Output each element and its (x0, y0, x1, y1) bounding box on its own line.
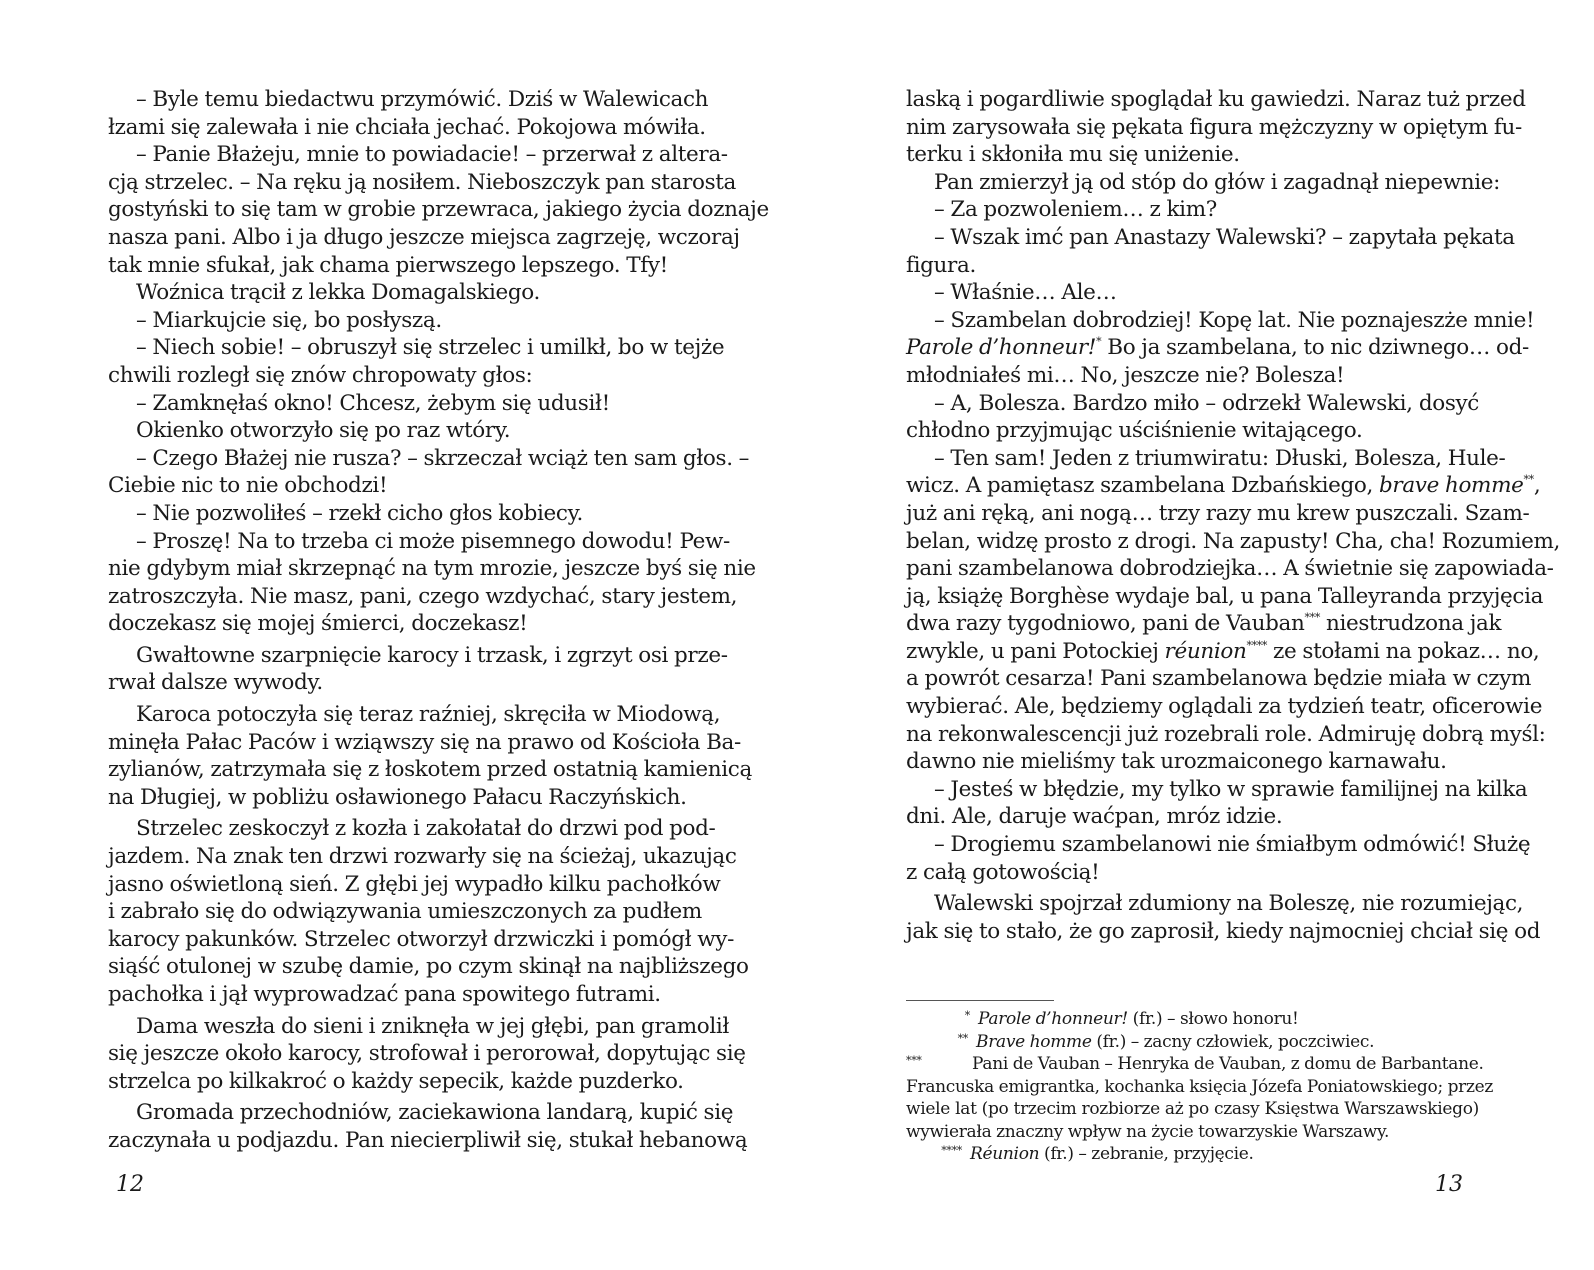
line-text: minęła Pałac Paców i wziąwszy się na prawo od Kościoła Ba- (108, 729, 741, 755)
text-line (906, 279, 1479, 307)
footnote-marker: *** (1304, 611, 1320, 625)
text-line (906, 169, 1501, 197)
line-text: rwał dalsze wywody. (108, 670, 323, 696)
footnote-marker: ** (1523, 473, 1534, 487)
footnote-text: (fr.) – słowo honoru! (1127, 1009, 1299, 1029)
footnote-term: Parole d’honneur! (978, 1009, 1128, 1029)
footnote-text: (fr.) – zacny człowiek, poczciwiec. (1091, 1031, 1375, 1052)
text-line (906, 555, 1554, 583)
line-text: – Właśnie… Ale… (934, 280, 1117, 306)
line-text: tak mnie sfukał, jak chama pierwszego lepszego. Tfy! (108, 252, 668, 278)
line-text: – Byle temu biedactwu przymówić. Dziś w Walewicach (136, 87, 709, 112)
line-text: belan, widzę prosto z drogi. Na zapusty! Cha, cha! Rozumiem, (906, 528, 1561, 554)
line-text: Ciebie nic to nie obchodzi! (108, 473, 388, 499)
text-line (108, 583, 738, 611)
text-line (906, 196, 1479, 224)
text-line (108, 334, 725, 362)
footnote-line: * Parole d’honneur! (fr.) – słowo honoru! (964, 1009, 1299, 1029)
text-line (906, 390, 1479, 418)
italic-phrase: Parole d’honneur! (906, 335, 1097, 361)
line-text: – Za pozwoleniem… z kim? (934, 197, 1217, 223)
line-text: a powrót cesarza! Pani szambelanowa będzie miała w czym (906, 666, 1532, 692)
line-text: nie gdybym miał skrzepnąć na tym mrozie, jeszcze byś się nie (108, 556, 756, 582)
line-text: młodniałeś mi… No, jeszcze nie? Bolesza! (906, 362, 1345, 388)
right-page (797, 0, 1594, 1270)
line-text: Okienko otworzyło się po raz wtóry. (136, 418, 511, 444)
footnote-text: (fr.) – zebranie, przyjęcie. (1039, 1144, 1254, 1164)
text-line (906, 472, 1541, 500)
line-text: chłodno przyjmując uściśnienie witającego. (906, 418, 1363, 444)
text-line (906, 638, 1540, 666)
line-text: jasno oświetloną sień. Z głębi jej wypadło kilku pachołków (108, 871, 721, 897)
text-line (108, 528, 730, 556)
footnote-line: wiele lat (po trzecim rozbiorze aż po czasy Księstwa Warszawskiego) (906, 1099, 1479, 1119)
line-text: na rekonwalescencji już rozebrali role. Admiruję dobrą myśl: (906, 721, 1546, 747)
line-text: strzelca po kilkakroć o każdy sepecik, każde puzderko. (108, 1068, 684, 1094)
text-line (108, 871, 721, 899)
footnote-line: Francuska emigrantka, kochanka księcia Józefa Poniatowskiego; przez (906, 1076, 1494, 1097)
text-line (108, 784, 686, 812)
text-line (108, 843, 737, 871)
text-line (906, 776, 1528, 804)
text-line (108, 86, 709, 114)
text-line (108, 981, 686, 1009)
line-text: na Długiej, w pobliżu osławionego Pałacu Raczyńskich. (108, 784, 687, 810)
text-line (108, 642, 728, 670)
line-text: – Panie Błażeju, mnie to powiadacie! – przerwał z altera- (136, 142, 728, 168)
text-line (108, 390, 686, 418)
line-text-tail: niestrudzona jak (1319, 611, 1502, 637)
line-text: Pan zmierzył ją od stóp do głów i zagadnął niepewnie: (934, 169, 1501, 195)
text-line (906, 890, 1524, 918)
line-text: ją, książę Borghèse wydaje bal, u pana Talleyranda przyjęcia (906, 583, 1544, 609)
text-line (108, 1013, 730, 1041)
line-text: jazdem. Na znak ten drzwi rozwarły się na ścieżaj, ukazując (108, 844, 737, 870)
text-line (108, 362, 686, 390)
text-line (906, 417, 1479, 445)
text-line (906, 445, 1506, 473)
line-text: zylianów, zatrzymała się z łoskotem przed ostatnią kamienicą (108, 757, 752, 783)
line-text: – Drogiemu szambelanowi nie śmiałbym odmówić! Służę (934, 832, 1531, 858)
line-text: nim zarysowała się pękata figura mężczyzny w opiętym fu- (906, 114, 1522, 140)
line-text: Walewski spojrzał zdumiony na Boleszę, nie rozumiejąc, (934, 891, 1524, 917)
line-text: zwykle, u pani Potockiej (906, 638, 1159, 664)
text-line (906, 362, 1479, 390)
right-page-text (906, 86, 1561, 945)
line-text: – A, Bolesza. Bardzo miło – odrzekł Walewski, dosyć (934, 390, 1479, 416)
text-line (108, 756, 752, 784)
footnote-marker: **** (1246, 638, 1268, 652)
line-text: jak się to stało, że go zaprosił, kiedy najmocniej chciał się od (906, 918, 1541, 944)
italic-phrase: réunion (1164, 638, 1247, 664)
line-text: pani szambelanowa dobrodziejka… A świetnie się zapowiada- (906, 556, 1554, 582)
line-text: dawno nie mieliśmy tak urozmaiconego karnawału. (906, 749, 1447, 775)
text-line (108, 555, 756, 583)
line-text-tail: , (1533, 473, 1541, 499)
text-line (906, 721, 1546, 749)
line-text: – Zamknęłaś okno! Chcesz, żebym się udusił! (136, 390, 610, 416)
text-line (906, 334, 1529, 362)
line-text: gostyński to się tam w grobie przewraca, jakiego życia doznaje (108, 197, 769, 223)
line-text: dwa razy tygodniowo, pani de Vauban (906, 611, 1305, 637)
line-text: i zabrało się do odwiązywania umieszczonych za pudłem (108, 899, 702, 925)
italic-phrase: brave homme (1378, 473, 1524, 499)
text-line (108, 898, 702, 926)
line-text: karocy pakunków. Strzelec otworzył drzwiczki i pomógł wy- (108, 926, 734, 952)
text-line (906, 114, 1522, 142)
footnotes (906, 1008, 1494, 1166)
footnote-line: ** Brave homme (fr.) – zacny człowiek, poczciwiec. (957, 1031, 1375, 1052)
footnote-line: *** Pani de Vauban – Henryka de Vauban, z domu de Barbantane. (906, 1054, 1484, 1074)
line-text: chwili rozległ się znów chropowaty głos: (108, 362, 533, 388)
line-text: Gwałtowne szarpnięcie karocy i trzask, i zgrzyt osi prze- (136, 642, 728, 668)
text-line (108, 1068, 686, 1096)
text-line (108, 701, 721, 729)
text-line (906, 859, 1479, 887)
line-text: Bo ja szambelana, to nic dziwnego… od- (1107, 335, 1529, 361)
text-line (906, 307, 1535, 335)
page-number-right: 13 (1435, 1172, 1463, 1197)
line-text: Woźnica trącił z lekka Domagalskiego. (136, 280, 540, 306)
text-line (108, 114, 706, 142)
text-line (108, 729, 741, 757)
text-line (906, 748, 1479, 776)
text-line (108, 279, 686, 307)
text-line (108, 169, 737, 197)
line-text: figura. (906, 252, 976, 278)
text-line (108, 1127, 748, 1155)
line-text: cją strzelec. – Na ręku ją nosiłem. Nieboszczyk pan starosta (108, 169, 737, 195)
line-text: już ani ręką, ani nogą… trzy razy mu krew puszczali. Szam- (906, 500, 1530, 526)
footnote-text: Pani de Vauban – Henryka de Vauban, z domu de Barbantane. (972, 1054, 1484, 1074)
text-line (906, 86, 1526, 114)
text-line (108, 445, 750, 473)
text-line (906, 528, 1561, 556)
line-text-tail: ze stołami na pokaz… no, (1267, 638, 1540, 664)
footnote-line: **** Réunion (fr.) – zebranie, przyjęcie. (941, 1144, 1254, 1164)
line-text: z całą gotowością! (906, 859, 1100, 885)
text-line (108, 307, 686, 335)
text-line (108, 669, 686, 697)
line-text: – Nie pozwoliłeś – rzekł cicho głos kobiecy. (136, 500, 584, 526)
line-text: – Wszak imć pan Anastazy Walewski? – zapytała pękata (934, 224, 1515, 250)
line-text: wicz. A pamiętasz szambelana Dzbańskiego, (906, 473, 1373, 499)
line-text: dni. Ale, daruje waćpan, mróz idzie. (906, 804, 1283, 830)
line-text: Strzelec zeskoczył z kozła i zakołatał do drzwi pod pod- (136, 816, 716, 842)
line-text: pachołka i jął wyprowadzać pana spowitego futrami. (108, 982, 661, 1007)
text-line (108, 224, 740, 252)
line-text: – Miarkujcie się, bo posłyszą. (136, 307, 442, 333)
line-text: zaczynała u podjazdu. Pan niecierpliwił się, stukał hebanową (108, 1127, 748, 1153)
line-text: doczekasz się mojej śmierci, doczekasz! (108, 611, 528, 637)
line-text: łzami się zalewała i nie chciała jechać. Pokojowa mówiła. (108, 114, 706, 140)
line-text: – Szambelan dobrodziej! Kopę lat. Nie poznajeszże mnie! (934, 307, 1535, 333)
text-line (108, 141, 728, 169)
line-text: – Ten sam! Jeden z triumwiratu: Dłuski, Bolesza, Hule- (934, 445, 1506, 471)
line-text: nasza pani. Albo i ja długo jeszcze miejsca zagrzeję, wczoraj (108, 224, 740, 250)
text-line (906, 224, 1515, 252)
text-line (108, 196, 769, 224)
line-text: wybierać. Ale, będziemy oglądali za tydzień teatr, oficerowie (906, 694, 1543, 720)
line-text: – Czego Błażej nie rusza? – skrzeczał wciąż ten sam głos. – (136, 445, 750, 471)
text-line (108, 926, 734, 954)
text-line (108, 610, 686, 638)
footnote-rule (906, 1000, 1054, 1001)
line-text: – Niech sobie! – obruszył się strzelec i umilkł, bo w tejże (136, 335, 725, 361)
text-line (108, 417, 686, 445)
text-line (108, 252, 686, 280)
line-text: Gromada przechodniów, zaciekawiona landarą, kupić się (136, 1100, 734, 1126)
text-line (906, 583, 1544, 611)
text-line (906, 918, 1541, 946)
text-line (906, 831, 1531, 859)
line-text: Dama weszła do sieni i zniknęła w jej głębi, pan gramolił (136, 1013, 730, 1039)
footnote-line: wywierała znaczny wpływ na życie towarzyskie Warszawy. (906, 1121, 1390, 1142)
text-line (108, 472, 686, 500)
footnote-marker: * (1096, 335, 1102, 349)
line-text: laską i pogardliwie spoglądał ku gawiedzi. Naraz tuż przed (906, 87, 1526, 112)
line-text: terku i skłoniła mu się uniżenie. (906, 142, 1240, 168)
line-text: – Jesteś w błędzie, my tylko w sprawie familijnej na kilka (934, 776, 1528, 802)
text-line (906, 693, 1543, 721)
text-line (906, 252, 1479, 280)
text-line (906, 141, 1479, 169)
footnote-term: Brave homme (976, 1031, 1092, 1052)
text-line (108, 953, 749, 981)
text-line (108, 500, 686, 528)
text-line (108, 1099, 734, 1127)
line-text: się jeszcze około karocy, strofował i perorował, dopytując się (108, 1041, 746, 1067)
text-line (906, 803, 1479, 831)
text-line (108, 815, 716, 843)
line-text: zatroszczyła. Nie masz, pani, czego wzdychać, stary jestem, (108, 583, 738, 609)
text-line (906, 610, 1502, 638)
footnote-term: Réunion (970, 1144, 1040, 1164)
line-text: Karoca potoczyła się teraz raźniej, skręciła w Miodową, (136, 702, 721, 728)
page-number-left: 12 (116, 1172, 144, 1197)
text-line (108, 1040, 746, 1068)
text-line (906, 500, 1530, 528)
left-page-text (108, 86, 769, 1155)
line-text: siąść otulonej w szubę damie, po czym skinął na najbliższego (108, 954, 749, 980)
text-line (906, 665, 1532, 693)
line-text: – Proszę! Na to trzeba ci może pisemnego dowodu! Pew- (136, 528, 730, 554)
